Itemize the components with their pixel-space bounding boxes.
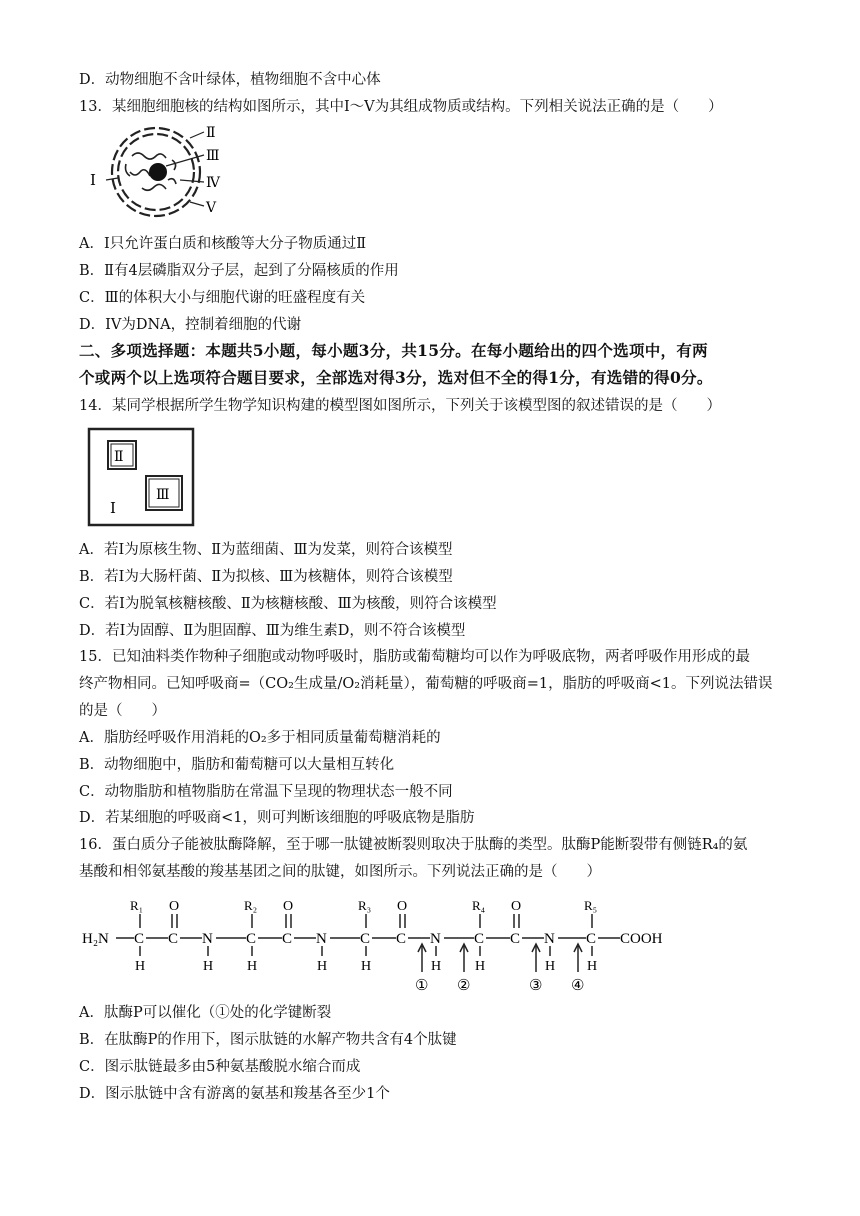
q15-stem-line2: 终产物相同。已知呼吸商=（CO₂生成量/O₂消耗量），葡萄糖的呼吸商=1，脂肪的呼吸商<1。下列说法错误 — [79, 676, 773, 692]
svg-text:C: C — [282, 931, 293, 947]
svg-text:H: H — [475, 959, 486, 974]
svg-text:C: C — [168, 931, 179, 947]
svg-text:H: H — [431, 959, 442, 974]
nucleolus — [149, 163, 167, 181]
q14-option-d: D．若Ⅰ为固醇、Ⅱ为胆固醇、Ⅲ为维生素D，则不符合该模型 — [79, 623, 466, 639]
svg-text:C: C — [134, 931, 145, 947]
side-chain-r5: R₅ — [584, 898, 598, 913]
q15-option-c: C．动物脂肪和植物脂肪在常温下呈现的物理状态一般不同 — [79, 784, 453, 800]
q15-option-d: D．若某细胞的呼吸商<1，则可判断该细胞的呼吸底物是脂肪 — [79, 810, 475, 826]
svg-text:O: O — [169, 899, 180, 914]
q13-option-a: A．Ⅰ只允许蛋白质和核酸等大分子物质通过Ⅱ — [79, 236, 367, 252]
q13-stem: 13．某细胞细胞核的结构如图所示，其中Ⅰ～Ⅴ为其组成物质或结构。下列相关说法正确的是（ ） — [79, 99, 723, 115]
q16-option-c: C．图示肽链最多由5种氨基酸脱水缩合而成 — [79, 1059, 361, 1075]
svg-text:C: C — [360, 931, 371, 947]
svg-text:N: N — [544, 931, 555, 947]
q15-option-a: A．脂肪经呼吸作用消耗的O₂多于相同质量葡萄糖消耗的 — [79, 730, 441, 746]
q12-option-d: D．动物细胞不含叶绿体，植物细胞不含中心体 — [79, 72, 381, 88]
q16-option-b: B．在肽酶P的作用下，图示肽链的水解产物共含有4个肽键 — [79, 1032, 457, 1048]
q14-model-figure — [86, 426, 198, 530]
side-chain-r2: R₂ — [244, 898, 258, 913]
q16-peptide-figure — [80, 894, 680, 994]
label-III: Ⅲ — [206, 149, 220, 164]
svg-text:H: H — [135, 959, 146, 974]
q15-stem-line1: 15．已知油料类作物种子细胞或动物呼吸时，脂肪或葡萄糖均可以作为呼吸底物，两者呼吸作用形成的最 — [79, 649, 750, 665]
q16-option-d: D．图示肽链中含有游离的氨基和羧基各至少1个 — [79, 1086, 390, 1102]
label-III: Ⅲ — [156, 488, 170, 503]
q14-option-a: A．若Ⅰ为原核生物、Ⅱ为蓝细菌、Ⅲ为发菜，则符合该模型 — [79, 542, 453, 558]
svg-text:O: O — [283, 899, 294, 914]
label-IV: Ⅳ — [206, 176, 220, 191]
svg-text:H: H — [587, 959, 598, 974]
q15-option-b: B．动物细胞中，脂肪和葡萄糖可以大量相互转化 — [79, 757, 395, 773]
svg-text:C: C — [586, 931, 597, 947]
label-V: Ⅴ — [206, 201, 217, 216]
svg-text:O: O — [397, 899, 408, 914]
marker-3: ③ — [529, 978, 543, 994]
svg-text:N: N — [202, 931, 213, 947]
q16-option-a: A．肽酶P可以催化（①处的化学键断裂 — [79, 1005, 332, 1021]
svg-text:C: C — [246, 931, 257, 947]
marker-1: ① — [415, 978, 429, 994]
svg-text:H: H — [317, 959, 328, 974]
q16-stem-line1: 16．蛋白质分子能被肽酶降解，至于哪一肽键被断裂则取决于肽酶的类型。肽酶P能断裂带有侧链R₄的氨 — [79, 837, 748, 853]
section2-heading-line1: 二、多项选择题：本题共5小题，每小题3分，共15分。在每小题给出的四个选项中，有两 — [79, 341, 708, 360]
side-chain-r1: R₁ — [130, 898, 144, 913]
q13-option-c: C．Ⅲ的体积大小与细胞代谢的旺盛程度有关 — [79, 290, 366, 306]
q13-nucleus-figure — [86, 122, 236, 224]
q14-option-c: C．若Ⅰ为脱氧核糖核酸、Ⅱ为核糖核酸、Ⅲ为核酸，则符合该模型 — [79, 596, 497, 612]
q15-stem-line3: 的是（ ） — [79, 703, 166, 719]
label-II: Ⅱ — [206, 126, 216, 141]
n-terminus: H₂N — [82, 931, 109, 947]
svg-text:H: H — [361, 959, 372, 974]
svg-text:C: C — [474, 931, 485, 947]
side-chain-r3: R₃ — [358, 898, 372, 913]
svg-text:H: H — [247, 959, 258, 974]
label-I: Ⅰ — [110, 501, 116, 517]
q13-option-d: D．ⅠV为DNA，控制着细胞的代谢 — [79, 317, 302, 333]
svg-text:H: H — [203, 959, 214, 974]
svg-text:H: H — [545, 959, 556, 974]
marker-4: ④ — [571, 978, 585, 994]
label-I: Ⅰ — [90, 173, 96, 189]
svg-text:C: C — [510, 931, 521, 947]
label-II: Ⅱ — [114, 450, 124, 465]
svg-text:N: N — [430, 931, 441, 947]
q14-option-b: B．若Ⅰ为大肠杆菌、Ⅱ为拟核、Ⅲ为核糖体，则符合该模型 — [79, 569, 453, 585]
c-terminus: COOH — [620, 931, 663, 947]
q13-option-b: B．Ⅱ有4层磷脂双分子层，起到了分隔核质的作用 — [79, 263, 399, 279]
side-chain-r4: R₄ — [472, 898, 486, 913]
marker-2: ② — [457, 978, 471, 994]
section2-heading-line2: 个或两个以上选项符合题目要求，全部选对得3分，选对但不全的得1分，有选错的得0分。 — [79, 368, 713, 387]
q14-stem: 14．某同学根据所学生物学知识构建的模型图如图所示，下列关于该模型图的叙述错误的是（ ） — [79, 398, 721, 414]
svg-text:N: N — [316, 931, 327, 947]
q16-stem-line2: 基酸和相邻氨基酸的羧基基团之间的肽键，如图所示。下列说法正确的是（ ） — [79, 864, 601, 880]
svg-text:O: O — [511, 899, 522, 914]
svg-text:C: C — [396, 931, 407, 947]
